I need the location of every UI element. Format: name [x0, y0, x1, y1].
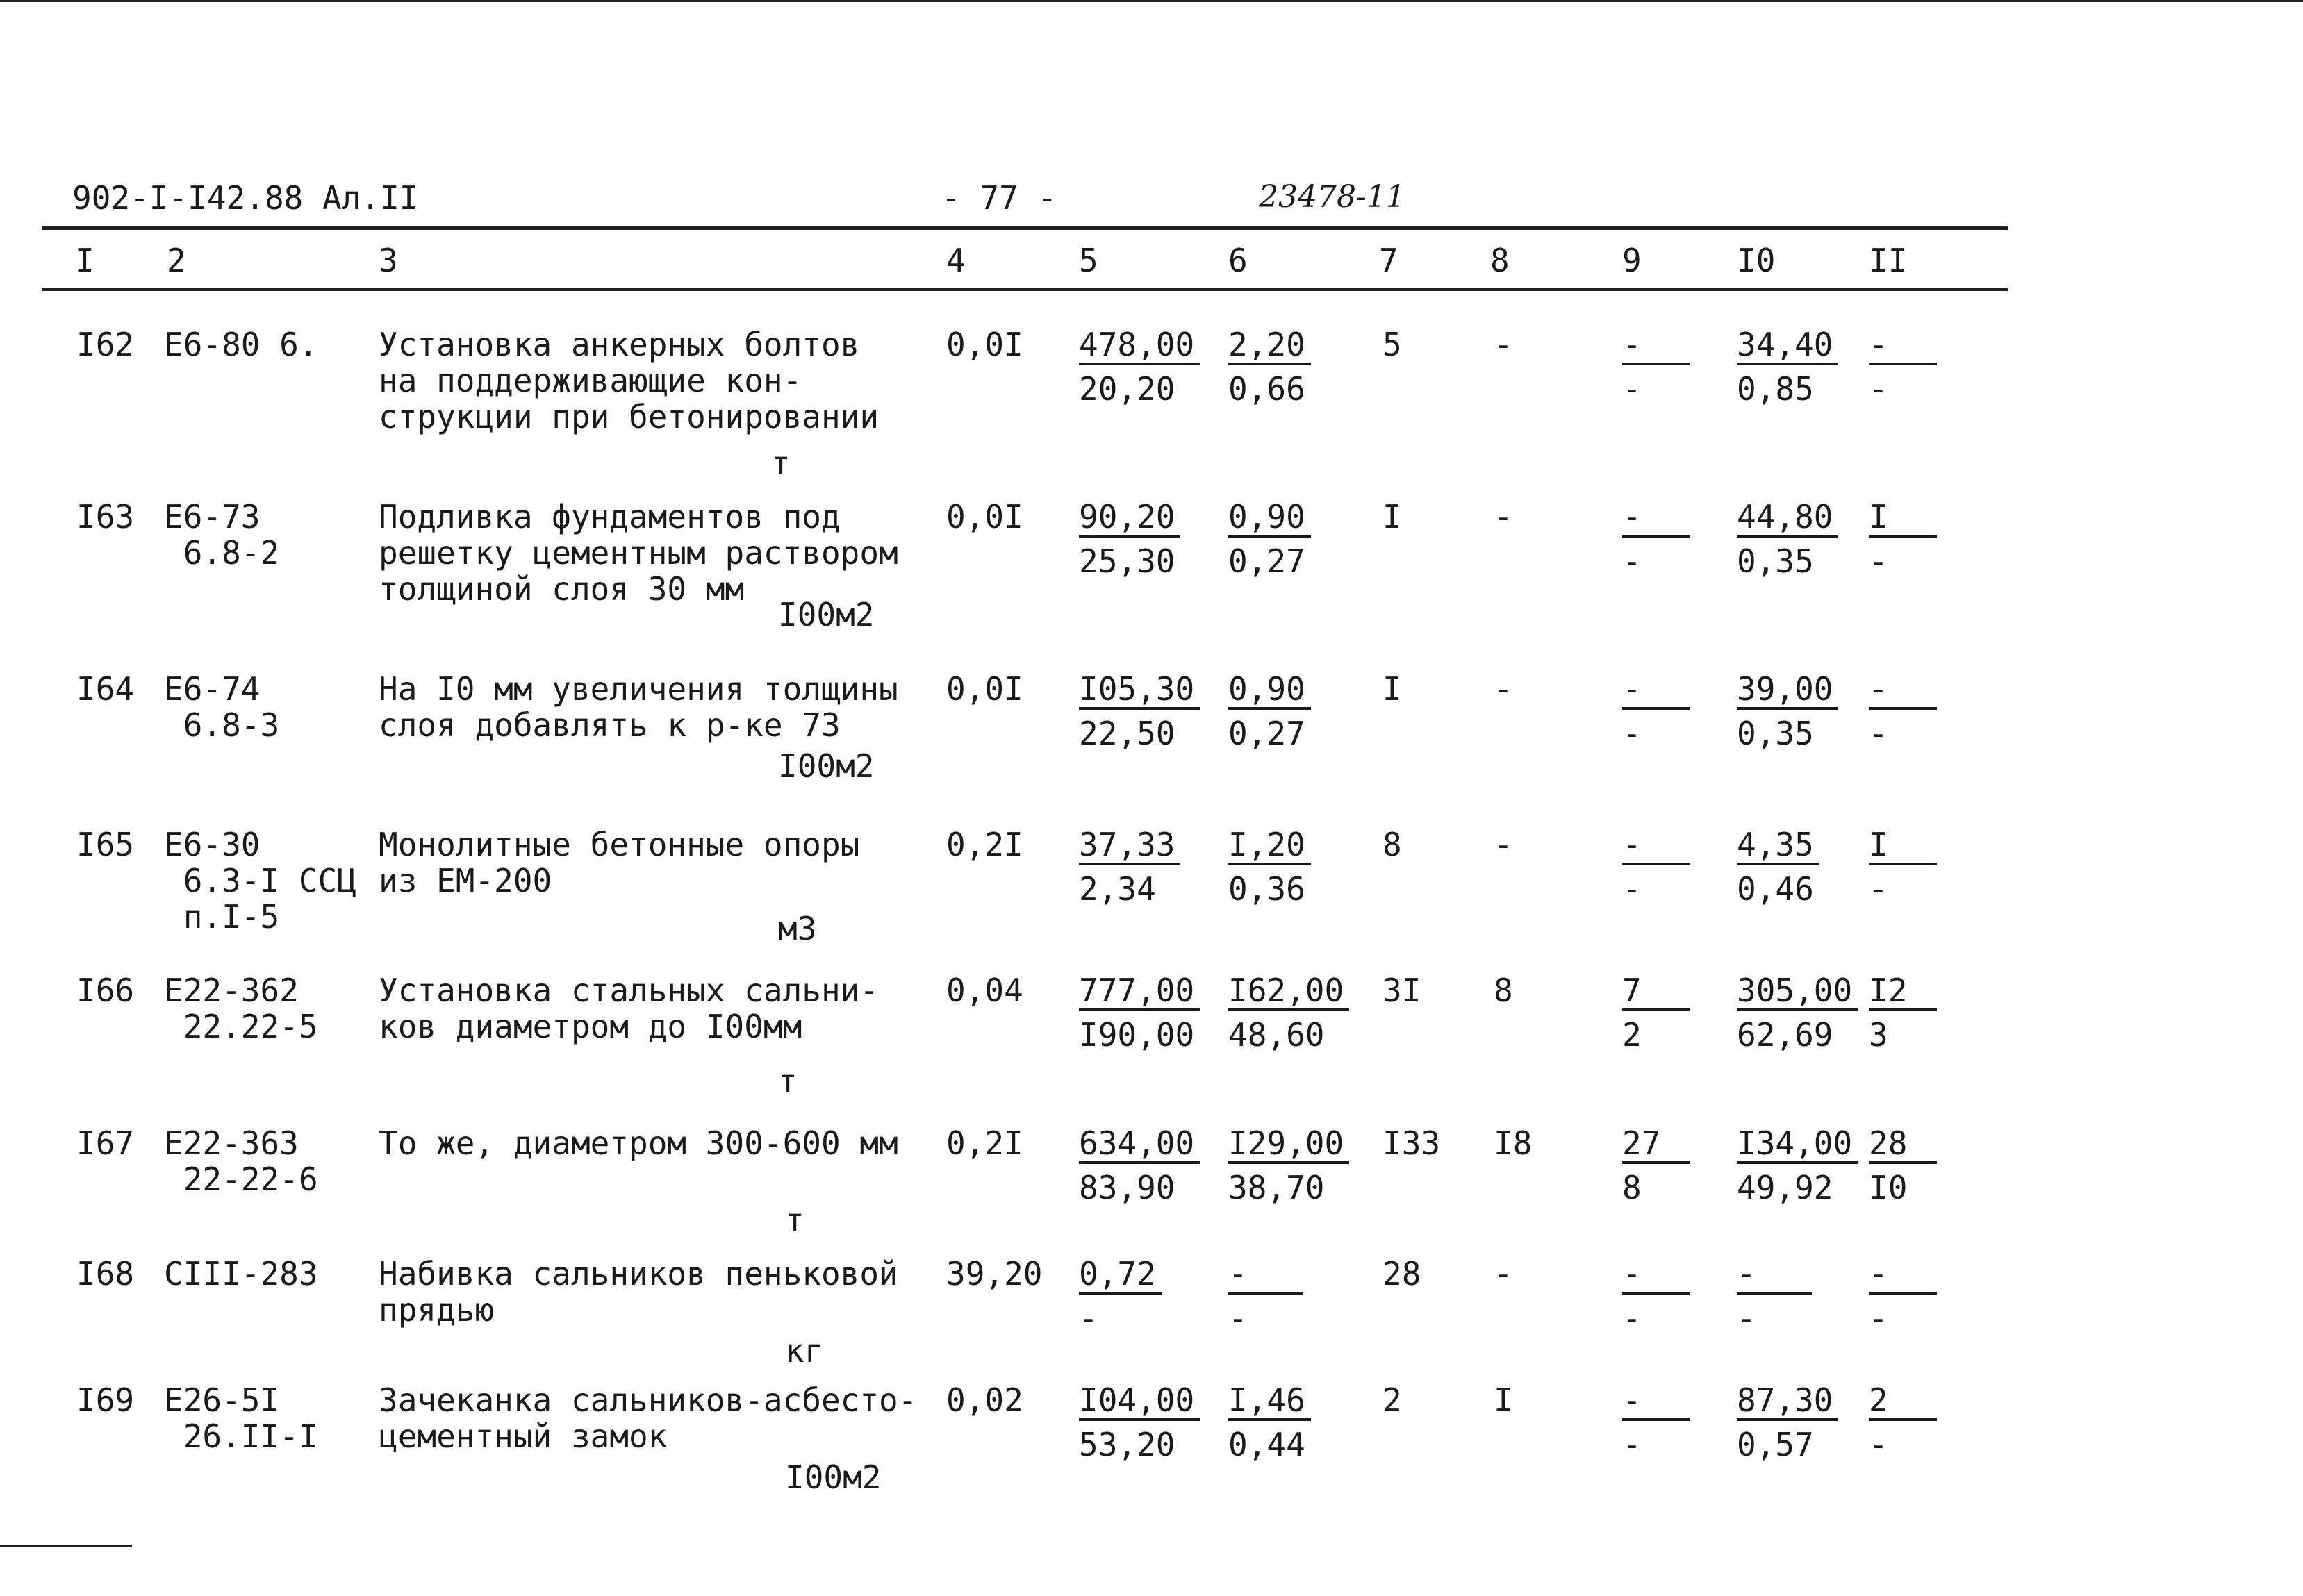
unit-of-measure: м3 [778, 910, 817, 947]
table-row [0, 671, 2303, 803]
col11-fraction [1869, 1256, 1937, 1336]
unit-of-measure: I00м2 [778, 747, 875, 785]
col7-value: I33 [1382, 1124, 1441, 1162]
col5-top-value: I04,00 [1079, 1382, 1200, 1421]
col6-bottom-value: 0,36 [1228, 870, 1305, 908]
col-num-3: 3 [379, 242, 398, 279]
col10-bottom-value: 0,46 [1737, 870, 1814, 908]
col5-bottom-value: I90,00 [1079, 1016, 1195, 1054]
work-description: Подливка фундаментов под решетку цементным раствором толщиной слоя 30 мм [379, 498, 898, 608]
col10-fraction [1737, 1382, 1838, 1463]
col5-bottom-value: 2,34 [1079, 870, 1156, 908]
col9-top-value: - [1622, 1382, 1690, 1421]
col8-value: I [1494, 1381, 1513, 1419]
col6-top-value: - [1228, 1256, 1303, 1295]
col6-bottom-value: 48,60 [1228, 1016, 1325, 1054]
col11-fraction [1869, 499, 1937, 579]
row-number: I62 [76, 326, 135, 363]
rate-code: Е6-30 6.3-I ССЦ п.I-5 [164, 826, 356, 936]
col11-top-value: I [1869, 499, 1937, 538]
col5-bottom-value: 22,50 [1079, 715, 1175, 752]
col9-fraction [1622, 326, 1690, 407]
col6-top-value: 0,90 [1228, 499, 1311, 538]
table-row [0, 1382, 2303, 1514]
col10-fraction [1737, 1256, 1812, 1336]
col-num-11: II [1869, 242, 1908, 279]
col6-top-value: I,46 [1228, 1382, 1311, 1421]
col11-top-value: I2 [1869, 972, 1937, 1011]
col11-top-value: I [1869, 826, 1937, 865]
col9-fraction [1622, 1256, 1690, 1336]
col10-bottom-value: 62,69 [1737, 1016, 1833, 1054]
col-num-2: 2 [167, 242, 186, 279]
col10-bottom-value: 49,92 [1737, 1169, 1833, 1206]
col-num-8: 8 [1490, 242, 1510, 279]
col10-fraction [1737, 671, 1838, 751]
quantity: 0,0I [946, 326, 1023, 363]
col10-fraction [1737, 326, 1838, 407]
col9-top-value: 27 [1622, 1125, 1690, 1164]
header-rule-bottom [42, 288, 2008, 291]
col11-bottom-value: - [1869, 1299, 1888, 1337]
col5-top-value: 777,00 [1079, 972, 1200, 1011]
header-rule-top [42, 226, 2008, 230]
col9-fraction [1622, 1382, 1690, 1463]
handwritten-id: 23478-11 [1259, 179, 1405, 215]
col5-top-value: 634,00 [1079, 1125, 1200, 1164]
col10-fraction [1737, 499, 1838, 579]
col5-bottom-value: 53,20 [1079, 1426, 1175, 1463]
col5-fraction [1079, 1256, 1162, 1336]
col8-value: - [1494, 670, 1513, 708]
col10-top-value: 305,00 [1737, 972, 1858, 1011]
col9-bottom-value: - [1622, 870, 1642, 908]
row-number: I66 [76, 972, 135, 1009]
row-number: I68 [76, 1255, 135, 1292]
corner-stamp-line [0, 1545, 132, 1596]
col6-fraction [1228, 1256, 1303, 1336]
col-num-7: 7 [1379, 242, 1398, 279]
table-row [0, 1256, 2303, 1388]
rate-code: Е6-74 6.8-3 [164, 670, 280, 744]
col6-fraction [1228, 671, 1311, 751]
table-row [0, 499, 2303, 631]
col8-value: - [1494, 1255, 1513, 1292]
quantity: 0,2I [946, 826, 1023, 863]
col6-fraction [1228, 326, 1311, 407]
top-border [0, 0, 2303, 2]
col8-value: 8 [1494, 972, 1513, 1009]
table-row [0, 326, 2303, 482]
quantity: 0,04 [946, 972, 1023, 1009]
row-number: I69 [76, 1381, 135, 1419]
col8-value: - [1494, 326, 1513, 363]
col11-fraction [1869, 326, 1937, 407]
col11-top-value: 2 [1869, 1382, 1937, 1421]
col11-top-value: - [1869, 326, 1937, 365]
table-row [0, 972, 2303, 1104]
col7-value: 28 [1382, 1255, 1421, 1292]
col10-bottom-value: 0,57 [1737, 1426, 1814, 1463]
col11-top-value: - [1869, 671, 1937, 710]
col9-fraction [1622, 1125, 1690, 1206]
col6-bottom-value: 0,27 [1228, 542, 1305, 580]
col5-top-value: 478,00 [1079, 326, 1200, 365]
col6-bottom-value: 38,70 [1228, 1169, 1325, 1206]
col5-top-value: 0,72 [1079, 1256, 1162, 1295]
col-num-9: 9 [1622, 242, 1642, 279]
row-number: I64 [76, 670, 135, 708]
col10-top-value: 34,40 [1737, 326, 1838, 365]
quantity: 0,2I [946, 1124, 1023, 1162]
col5-fraction [1079, 1382, 1200, 1463]
col5-top-value: I05,30 [1079, 671, 1200, 710]
col11-top-value: 28 [1869, 1125, 1937, 1164]
col11-bottom-value: - [1869, 870, 1888, 908]
col9-top-value: - [1622, 671, 1690, 710]
col8-value: - [1494, 498, 1513, 535]
col-num-5: 5 [1079, 242, 1098, 279]
rate-code: Е6-80 6. [164, 326, 318, 363]
col5-fraction [1079, 1125, 1200, 1206]
page-number: - 77 - [941, 179, 1057, 217]
work-description: Монолитные бетонные опоры из ЕМ-200 [379, 826, 860, 899]
col8-value: - [1494, 826, 1513, 863]
col11-fraction [1869, 1382, 1937, 1463]
col5-bottom-value: 25,30 [1079, 542, 1175, 580]
col11-bottom-value: I0 [1869, 1169, 1908, 1206]
col9-fraction [1622, 826, 1690, 907]
rate-code: Е26-5I 26.II-I [164, 1381, 318, 1455]
col10-bottom-value: 0,85 [1737, 370, 1814, 408]
unit-of-measure: т [778, 1063, 798, 1100]
col9-fraction [1622, 499, 1690, 579]
col10-top-value: 39,00 [1737, 671, 1838, 710]
col6-fraction [1228, 1382, 1311, 1463]
document-code: 902-I-I42.88 Ал.II [72, 179, 419, 217]
col11-fraction [1869, 671, 1937, 751]
quantity: 0,0I [946, 670, 1023, 708]
quantity: 39,20 [946, 1255, 1043, 1292]
work-description: Зачеканка сальников-асбесто- цементный замок [379, 1381, 918, 1455]
col9-fraction [1622, 972, 1690, 1053]
row-number: I67 [76, 1124, 135, 1162]
col9-bottom-value: - [1622, 1426, 1642, 1463]
col9-bottom-value: - [1622, 370, 1642, 408]
col9-top-value: - [1622, 499, 1690, 538]
col8-value: I8 [1494, 1124, 1533, 1162]
col9-top-value: 7 [1622, 972, 1690, 1011]
col5-bottom-value: 20,20 [1079, 370, 1175, 408]
col6-top-value: I29,00 [1228, 1125, 1349, 1164]
col5-fraction [1079, 826, 1180, 907]
work-description: Установка стальных сальни- ков диаметром до I00мм [379, 972, 880, 1045]
work-description: Набивка сальников пеньковой прядью [379, 1255, 898, 1329]
quantity: 0,0I [946, 498, 1023, 535]
work-description: Установка анкерных болтов на поддерживающие кон- струкции при бетонировании [379, 326, 880, 435]
col10-top-value: 44,80 [1737, 499, 1838, 538]
col10-top-value: - [1737, 1256, 1812, 1295]
col9-bottom-value: - [1622, 542, 1642, 580]
col6-fraction [1228, 1125, 1349, 1206]
col7-value: 5 [1382, 326, 1402, 363]
col11-fraction [1869, 1125, 1937, 1206]
col11-bottom-value: - [1869, 370, 1888, 408]
unit-of-measure: I00м2 [785, 1458, 882, 1496]
col10-top-value: 4,35 [1737, 826, 1819, 865]
rate-code: Е6-73 6.8-2 [164, 498, 280, 572]
col9-fraction [1622, 671, 1690, 751]
table-row [0, 826, 2303, 958]
col10-top-value: 87,30 [1737, 1382, 1838, 1421]
col9-bottom-value: - [1622, 1299, 1642, 1337]
col9-bottom-value: 2 [1622, 1016, 1642, 1054]
col9-top-value: - [1622, 1256, 1690, 1295]
col11-fraction [1869, 972, 1937, 1053]
col-num-10: I0 [1737, 242, 1776, 279]
col10-fraction [1737, 972, 1858, 1053]
col5-bottom-value: - [1079, 1299, 1098, 1337]
col7-value: I [1382, 498, 1402, 535]
col5-fraction [1079, 499, 1180, 579]
col-num-6: 6 [1228, 242, 1248, 279]
col5-fraction [1079, 671, 1200, 751]
col6-fraction [1228, 826, 1311, 907]
rate-code: Е22-363 22-22-6 [164, 1124, 318, 1198]
col7-value: I [1382, 670, 1402, 708]
work-description: То же, диаметром 300-600 мм [379, 1124, 898, 1162]
col9-top-value: - [1622, 326, 1690, 365]
col7-value: 2 [1382, 1381, 1402, 1419]
quantity: 0,02 [946, 1381, 1023, 1419]
table-row [0, 1125, 2303, 1257]
col6-bottom-value: 0,44 [1228, 1426, 1305, 1463]
col11-fraction [1869, 826, 1937, 907]
col6-top-value: 0,90 [1228, 671, 1311, 710]
col6-top-value: I,20 [1228, 826, 1311, 865]
col5-fraction [1079, 326, 1200, 407]
col6-fraction [1228, 972, 1349, 1053]
work-description: На I0 мм увеличения толщины слоя добавлять к р-ке 73 [379, 670, 898, 744]
col6-bottom-value: 0,66 [1228, 370, 1305, 408]
rate-code: Е22-362 22.22-5 [164, 972, 318, 1045]
col10-fraction [1737, 826, 1819, 907]
col11-bottom-value: - [1869, 1426, 1888, 1463]
col5-bottom-value: 83,90 [1079, 1169, 1175, 1206]
col10-bottom-value: 0,35 [1737, 542, 1814, 580]
col6-bottom-value: - [1228, 1299, 1248, 1337]
col5-top-value: 37,33 [1079, 826, 1180, 865]
col-num-1: I [75, 242, 94, 279]
col10-fraction [1737, 1125, 1858, 1206]
col5-fraction [1079, 972, 1200, 1053]
unit-of-measure: т [771, 444, 791, 482]
rate-code: СIII-283 [164, 1255, 318, 1292]
col11-bottom-value: - [1869, 715, 1888, 752]
col10-bottom-value: 0,35 [1737, 715, 1814, 752]
row-number: I63 [76, 498, 135, 535]
col9-bottom-value: 8 [1622, 1169, 1642, 1206]
unit-of-measure: т [785, 1202, 804, 1239]
col9-top-value: - [1622, 826, 1690, 865]
col9-bottom-value: - [1622, 715, 1642, 752]
col6-fraction [1228, 499, 1311, 579]
unit-of-measure: кг [785, 1332, 824, 1370]
row-number: I65 [76, 826, 135, 863]
unit-of-measure: I00м2 [778, 596, 875, 633]
col6-bottom-value: 0,27 [1228, 715, 1305, 752]
col-num-4: 4 [946, 242, 966, 279]
col11-bottom-value: - [1869, 542, 1888, 580]
col5-top-value: 90,20 [1079, 499, 1180, 538]
col6-top-value: I62,00 [1228, 972, 1349, 1011]
col11-top-value: - [1869, 1256, 1937, 1295]
col10-top-value: I34,00 [1737, 1125, 1858, 1164]
col7-value: 3I [1382, 972, 1421, 1009]
col7-value: 8 [1382, 826, 1402, 863]
col11-bottom-value: 3 [1869, 1016, 1888, 1054]
col10-bottom-value: - [1737, 1299, 1756, 1337]
col6-top-value: 2,20 [1228, 326, 1311, 365]
